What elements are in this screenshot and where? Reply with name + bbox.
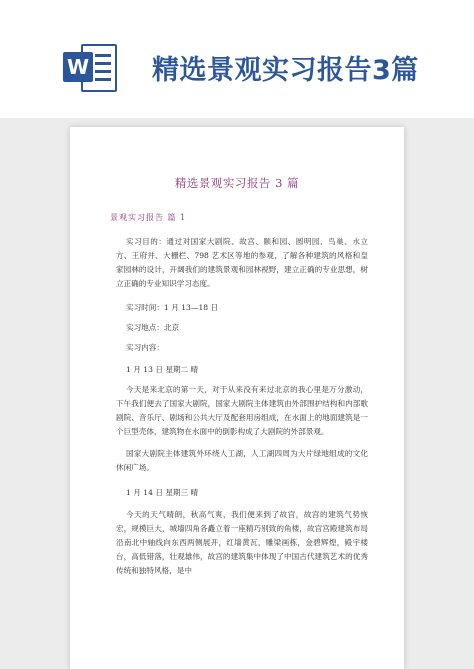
section-heading: 景观实习报告 篇 1 <box>110 213 187 222</box>
header-banner <box>0 0 474 118</box>
line-date-1: 1 月 13 日 星期二 晴 <box>126 365 199 374</box>
document-page <box>70 127 404 669</box>
document-title: 精选景观实习报告 3 篇 <box>174 176 300 190</box>
paragraph-day-1: 今天是来北京的第一天，对于从来没有来过北京的我心里是万分激动，下午我们便去了国家大剧院，国家大剧院主体建筑由外部围护结构和内部歌剧院、音乐厅、剧场和公共大厅及配套用房组成，在水面上的地面建筑是一个巨型壳体，建筑物在水面中的倒影构成了大剧院的外部景观。 <box>116 385 368 436</box>
line-date-2: 1 月 14 日 星期三 晴 <box>126 488 199 497</box>
paragraph-lake: 国家大剧院主体建筑外环绕人工湖，人工湖四周为大片绿地组成的文化休闲广场。 <box>116 449 368 472</box>
paragraph-purpose: 实习目的：通过对国家大剧院、故宫、颐和园、圆明园、鸟巢、水立方、王府井、大栅栏、798 艺术区等地的参观，了解各种建筑的风格和皇家园林的设计，开阔我们的建筑景观和园林视野，建立正确的专业思想，树立正确的专业知识学习态度。 <box>116 237 368 288</box>
line-place: 实习地点：北京 <box>126 323 180 332</box>
paragraph-day-2: 今天的天气晴朗，秋高气爽，我们便来到了故宫，故宫的建筑气势恢宏，规模巨大，城墙四角各矗立着一座精巧别致的角楼，故宫宫殿建筑布局沿南北中轴线向东西两侧展开，红墙黄瓦，雕梁画栋，金碧辉煌，殿宇楼台，高低错落，壮观雄伟，故宫的建筑集中体现了中国古代建筑艺术的优秀传统和独特风格，是中 <box>116 510 368 575</box>
banner-title: 精选景观实习报告3篇 <box>152 55 419 86</box>
line-time: 实习时间：1 月 13—18 日 <box>126 303 219 312</box>
word-document-icon <box>63 40 121 96</box>
line-content: 实习内容： <box>126 343 164 352</box>
word-logo-letter: W <box>63 52 93 82</box>
